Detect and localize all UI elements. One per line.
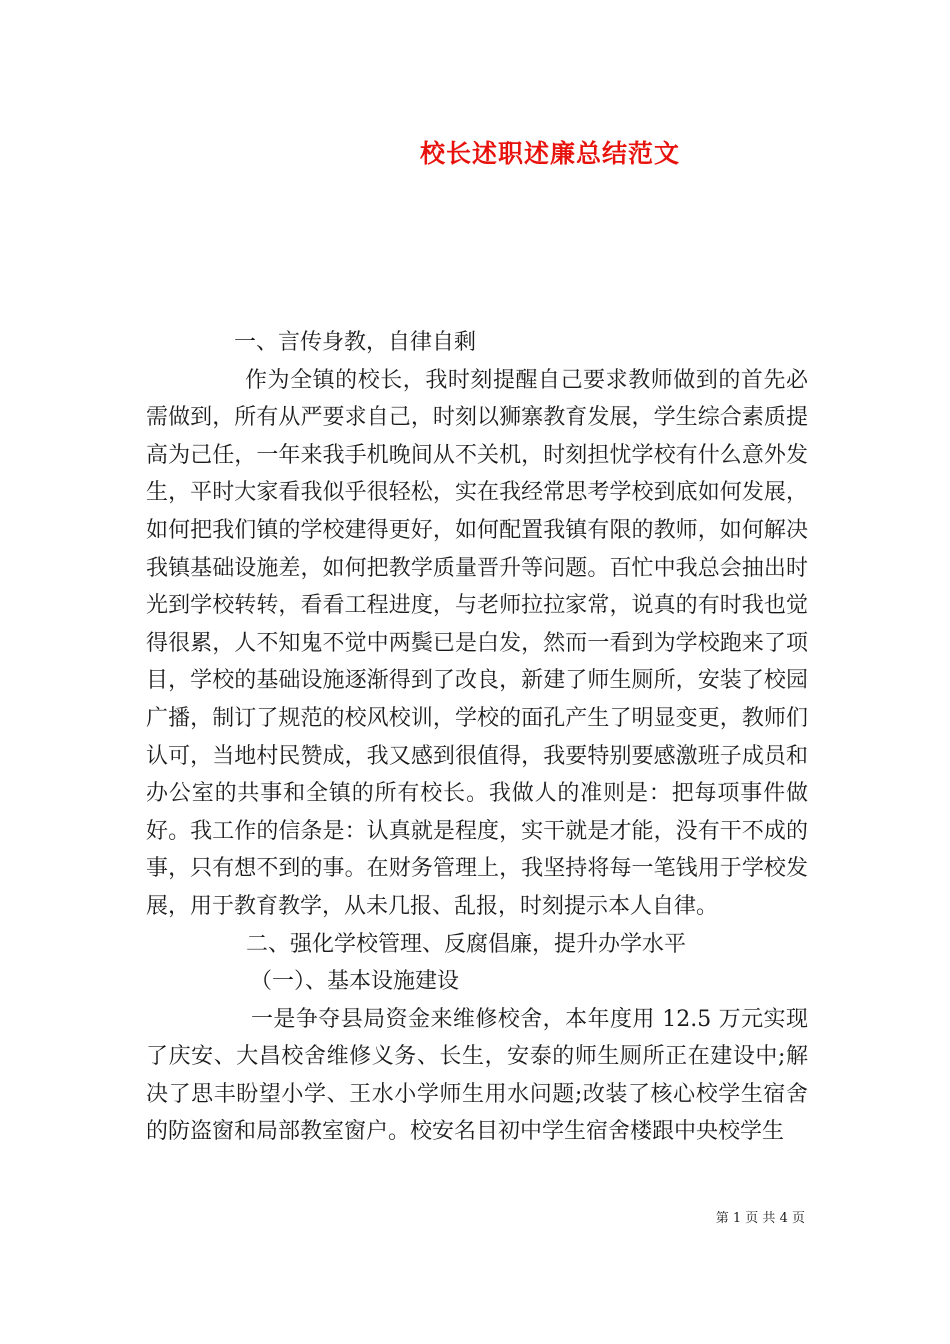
paragraph-1: 作为全镇的校长，我时刻提醒自己要求教师做到的首先必需做到，所有从严要求自己，时刻以狮寨教育发展，学生综合素质提高为己任，一年来我手机晚间从不关机，时刻担忧学校有什么意外发生，平时大家看我似乎很轻松，实在我经常思考学校到底如何发展，如何把我们镇的学校建得更好，如何配置我镇有限的教师，如何解决我镇基础设施差，如何把教学质量晋升等问题。百忙中我总会抽出时光到学校转转，看看工程进度，与老师拉拉家常，说真的有时我也觉得很累，人不知鬼不觉中两鬓已是白发，然而一看到为学校跑来了项目，学校的基础设施逐渐得到了改良，新建了师生厕所，安装了校园广播，制订了规范的校风校训，学校的面孔产生了明显变更，教师们认可，当地村民赞成，我又感到很值得，我要特别要感激班子成员和办公室的共事和全镇的所有校长。我做人的准则是：把每项事件做好。我工作的信条是：认真就是程度，实干就是才能，没有干不成的事，只有想不到的事。在财务管理上，我坚持将每一笔钱用于学校发展，用于教育教学，从未几报、乱报，时刻提示本人自律。 <box>146 367 808 919</box>
footer-prefix: 第 <box>715 1211 729 1226</box>
footer-total-pages: 4 <box>779 1211 788 1226</box>
section-heading-1: 一、言传身教，自律自剩 <box>234 330 477 355</box>
footer-mid: 页 共 <box>745 1211 776 1226</box>
section-heading-2: 二、强化学校管理、反腐倡廉，提升办学水平 <box>246 931 687 957</box>
paragraph-2: 一是争夺县局资金来维修校舍，本年度用 12.5 万元实现了庆安、大昌校舍维修义务、长生，安泰的师生厕所正在建设中;解决了思丰盼望小学、王水小学师生用水问题;改装了核心校学生宿舍的防盗窗和局部教室窗户。校安名目初中学生宿舍楼跟中央校学生 <box>146 1006 808 1145</box>
page-number-footer <box>716 1207 805 1226</box>
document-title: 校长述职述廉总结范文 <box>419 139 680 168</box>
footer-current-page: 1 <box>732 1211 742 1226</box>
section-subheading-1: （一）、基本设施建设 <box>250 969 460 995</box>
footer-suffix: 页 <box>791 1211 805 1226</box>
document-body <box>146 324 808 1151</box>
